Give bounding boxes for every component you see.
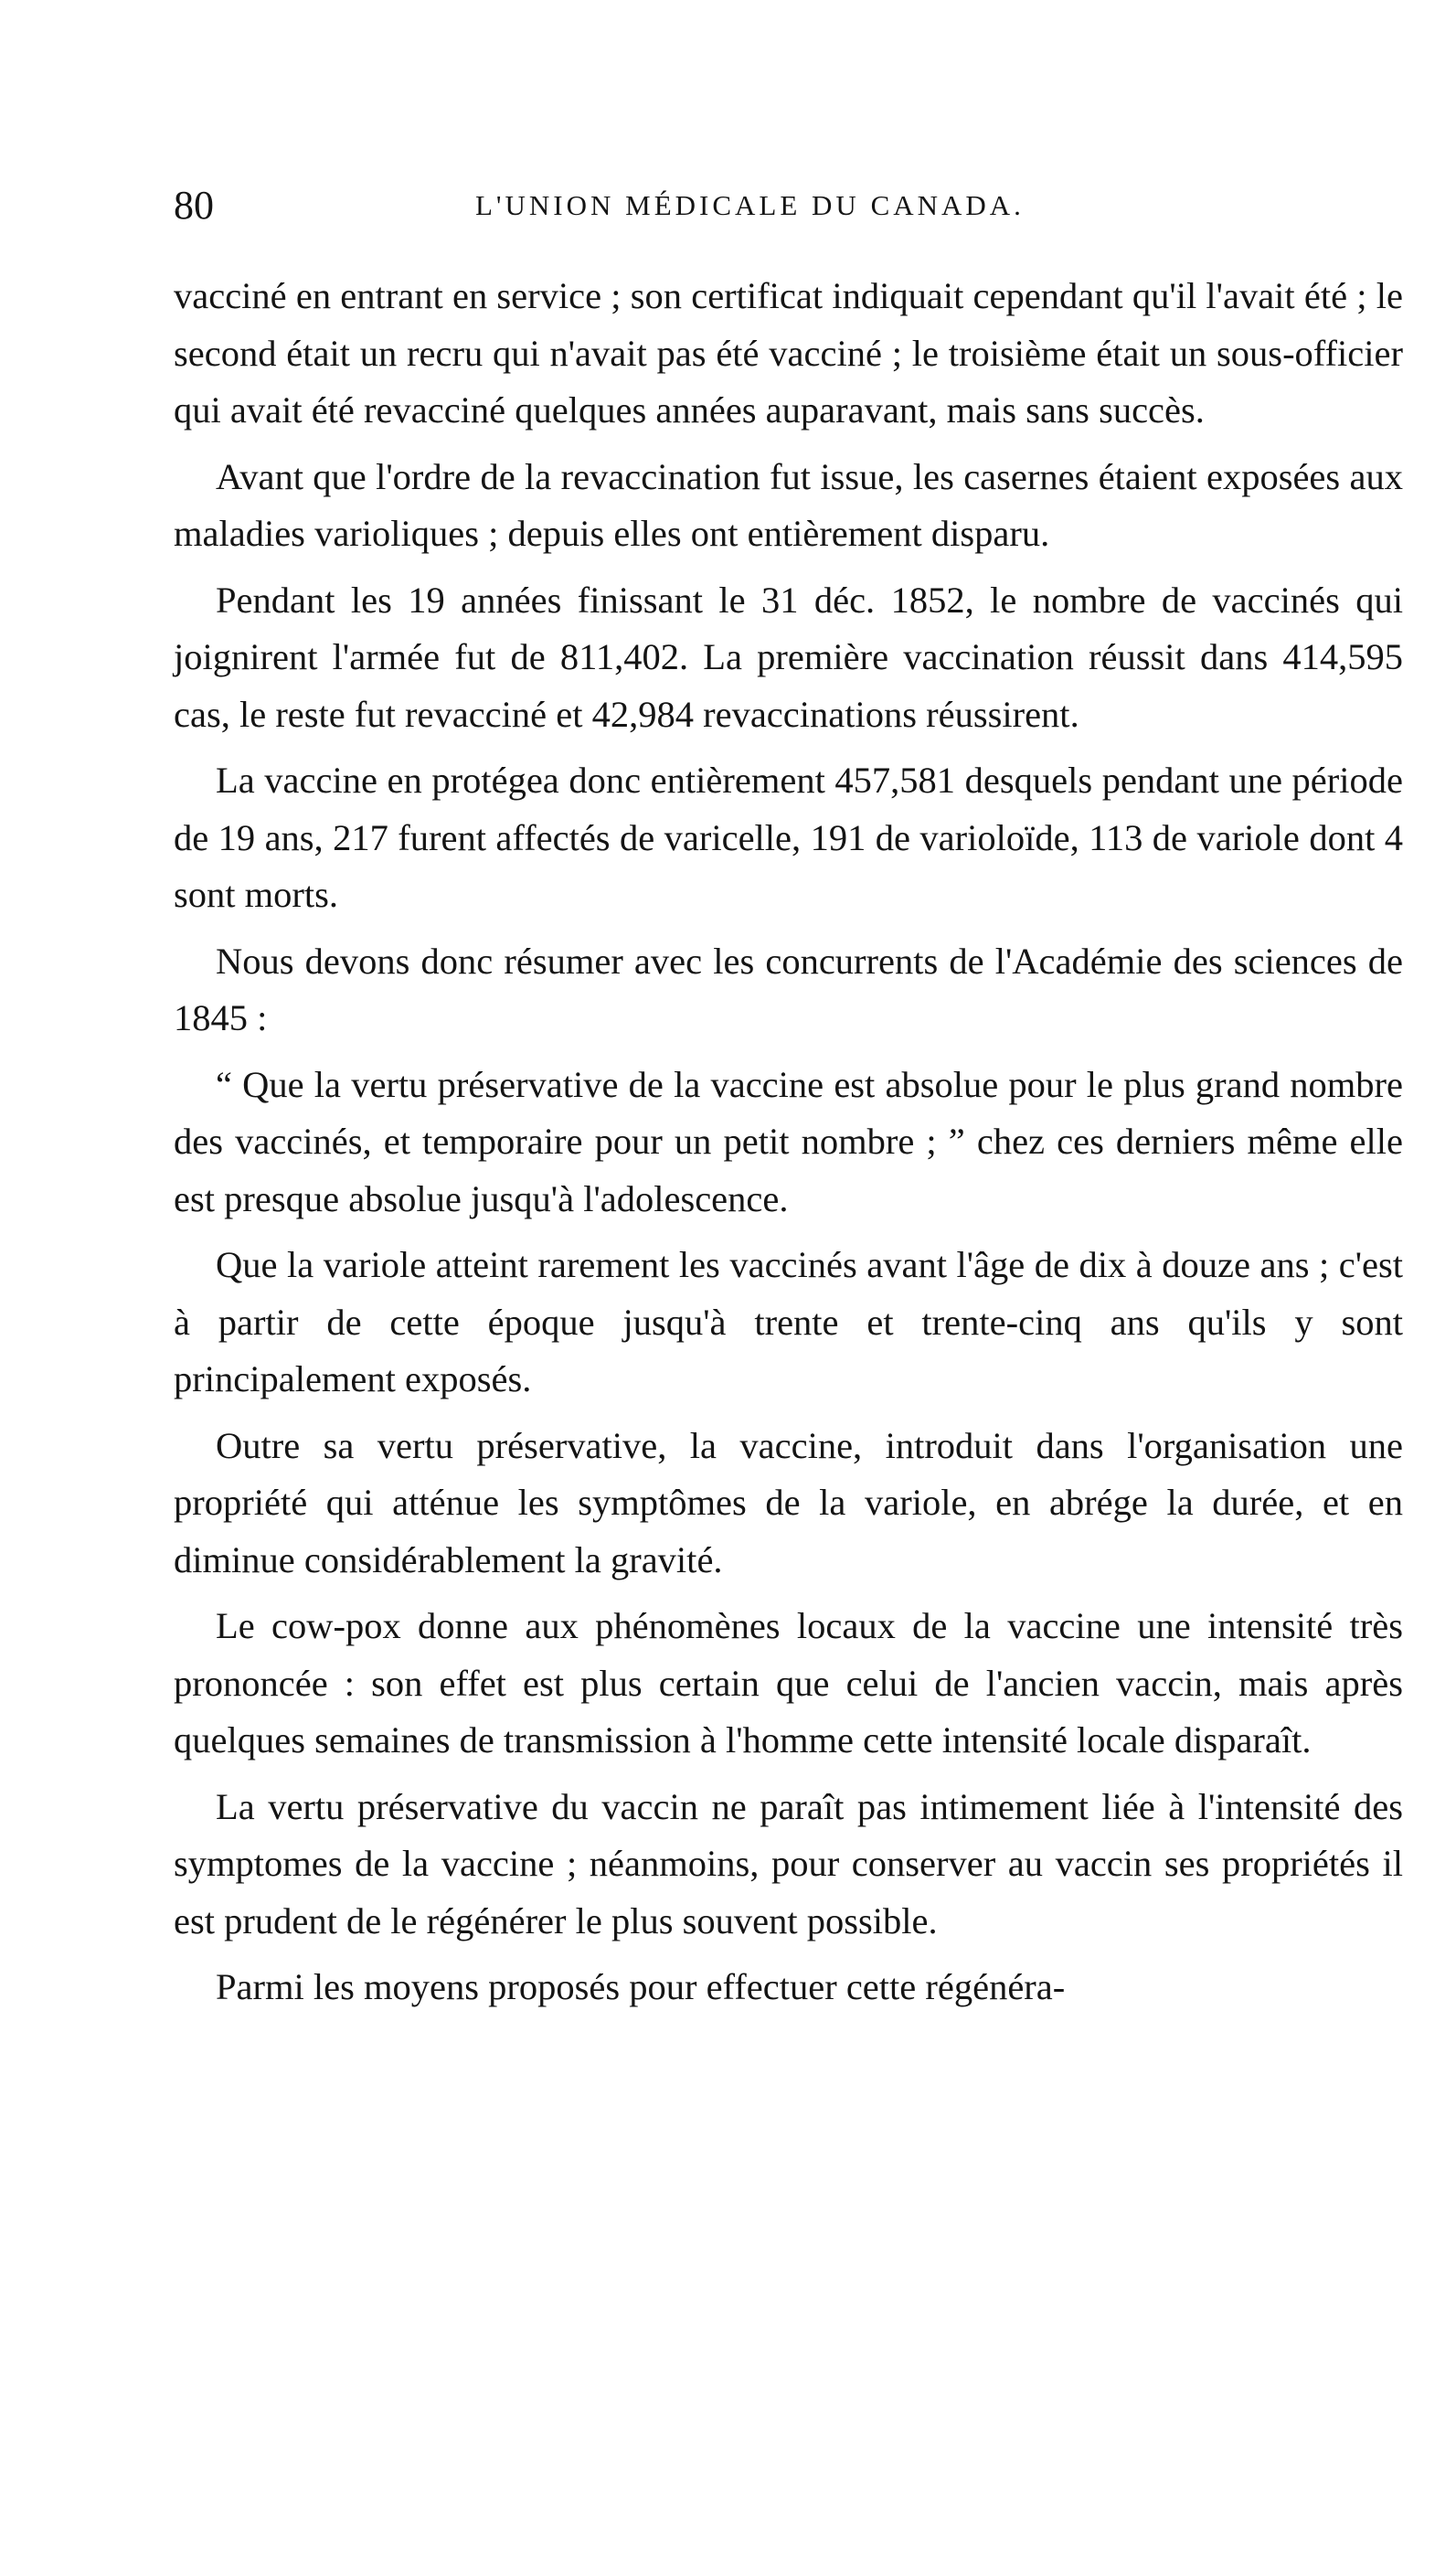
- paragraph: Le cow-pox donne aux phénomènes locaux de la vaccine une intensité très prononcée : son effet est plus certain que celui de l'ancien vaccin, mais après quelques semaines de transmission à l'homme cette intensité locale disparaît.: [174, 1605, 1403, 1761]
- paragraph-continued: vacciné en entrant en service ; son certificat indiquait cependant qu'il l'avait été ; le second était un recru qui n'avait pas été vacciné ; le troisième était un sous-officier qui avait été revacciné quelques années auparavant, mais sans succès.: [174, 275, 1403, 431]
- paragraph: Parmi les moyens proposés pour effectuer cette régénéra-: [216, 1966, 1066, 2007]
- page-header: [174, 178, 1403, 233]
- paragraph: Que la variole atteint rarement les vaccinés avant l'âge de dix à douze ans ; c'est à partir de cette époque jusqu'à trente et trente-cinq ans qu'ils y sont principalement exposés.: [174, 1244, 1403, 1399]
- book-page: [174, 178, 1403, 2026]
- paragraph: Nous devons donc résumer avec les concurrents de l'Académie des sciences de 1845 :: [174, 940, 1403, 1038]
- body-text: [174, 268, 1403, 2016]
- paragraph: La vertu préservative du vaccin ne paraît pas intimement liée à l'intensité des symptomes de la vaccine ; néanmoins, pour conserver au vaccin ses propriétés il est prudent de le régénérer le plus souvent possible.: [174, 1785, 1403, 1941]
- paragraph: La vaccine en protégea donc entièrement 457,581 desquels pendant une période de 19 ans, 217 furent affectés de varicelle, 191 de varioloïde, 113 de variole dont 4 sont morts.: [174, 760, 1403, 915]
- paragraph: Outre sa vertu préservative, la vaccine, introduit dans l'organisation une propriété qui atténue les symptômes de la variole, en abrége la durée, et en diminue considérablement la gravité.: [174, 1424, 1403, 1580]
- paragraph-quote: “ Que la vertu préservative de la vaccine est absolue pour le plus grand nombre des vaccinés, et temporaire pour un petit nombre ; ” chez ces derniers même elle est presque absolue jusqu'à l'adolescence.: [174, 1063, 1403, 1219]
- paragraph: Avant que l'ordre de la revaccination fut issue, les casernes étaient exposées aux maladies varioliques ; depuis elles ont entièrement disparu.: [174, 455, 1403, 554]
- page-number: 80: [174, 183, 214, 228]
- paragraph: Pendant les 19 années finissant le 31 déc. 1852, le nombre de vaccinés qui joignirent l'armée fut de 811,402. La première vaccination réussit dans 414,595 cas, le reste fut revacciné et 42,984 revaccinations réussirent.: [174, 579, 1403, 735]
- running-head: L'UNION MÉDICALE DU CANADA.: [475, 189, 1025, 221]
